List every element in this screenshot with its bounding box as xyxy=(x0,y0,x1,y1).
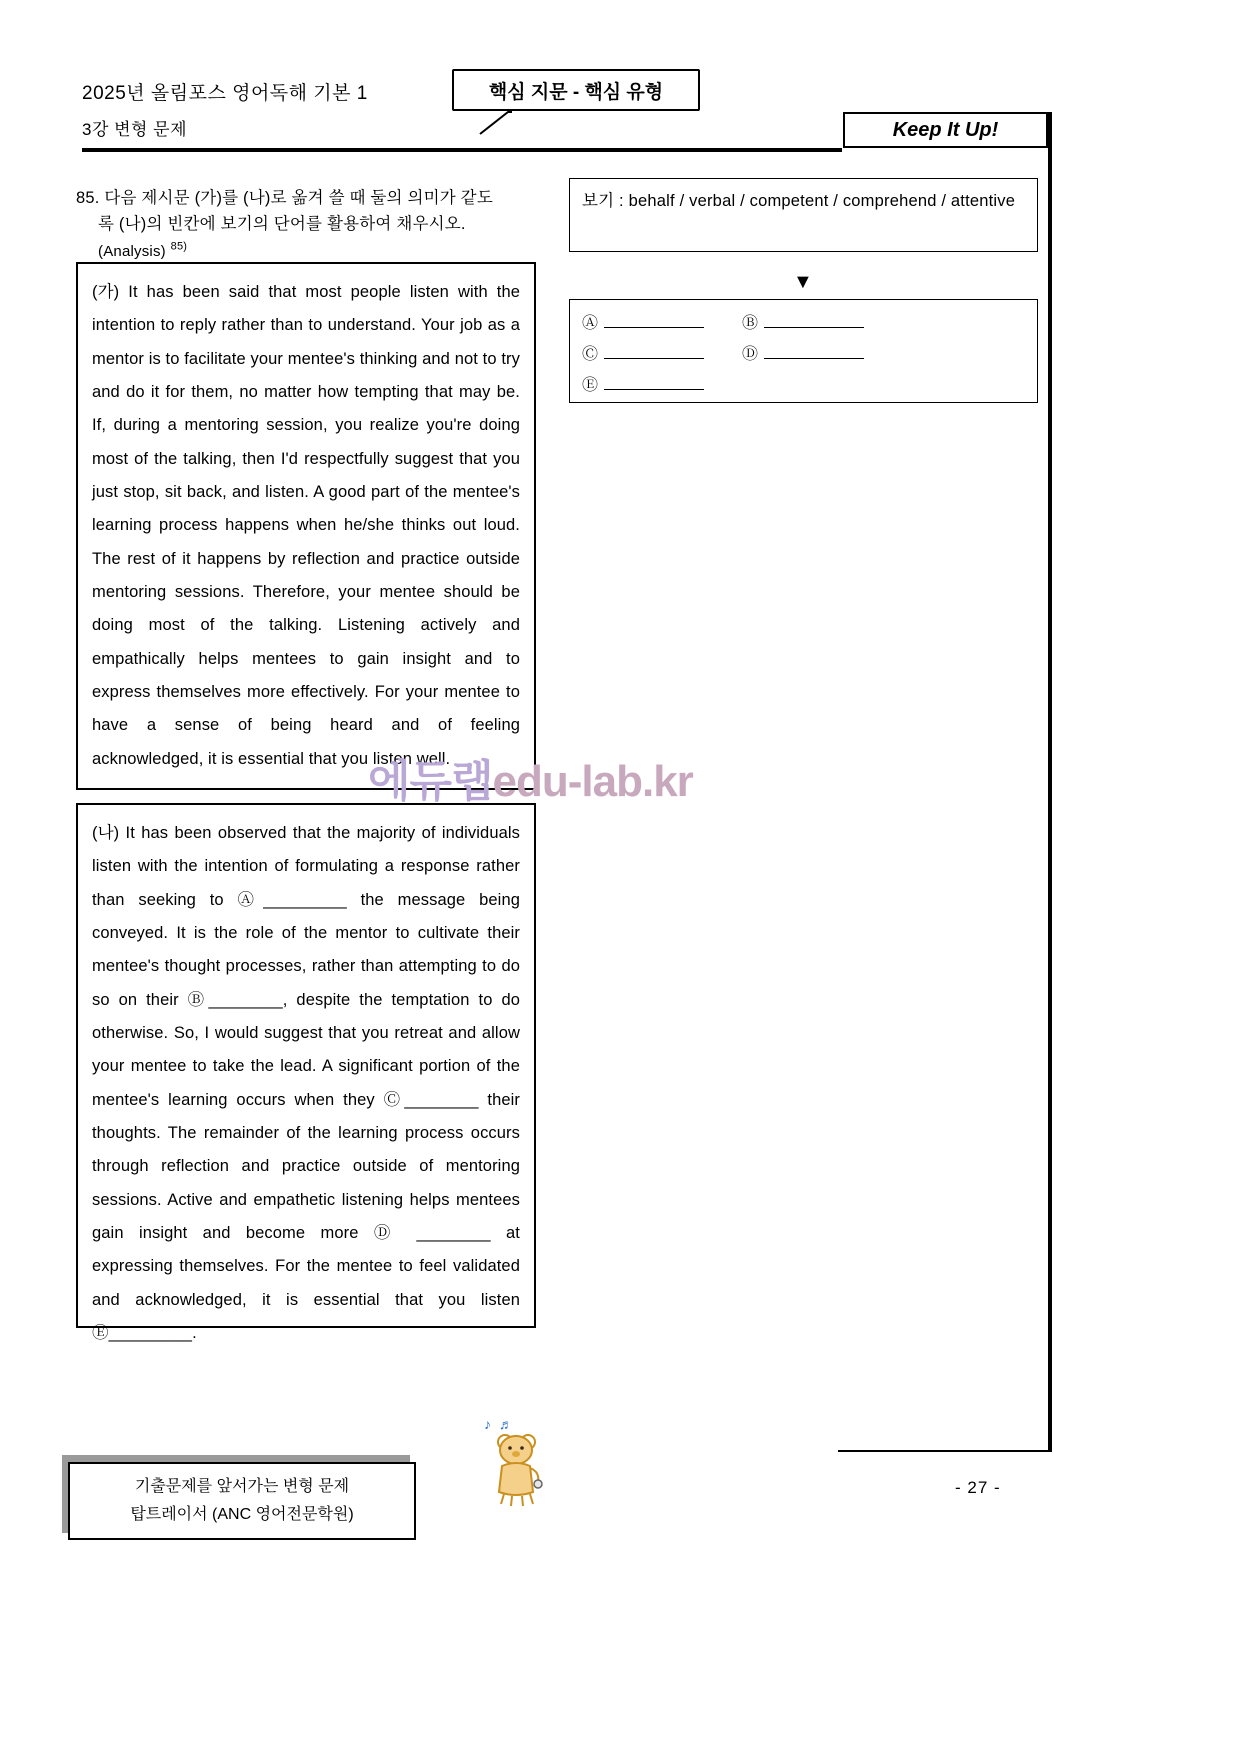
question-line-2: 록 (나)의 빈칸에 보기의 단어를 활용하여 채우시오. xyxy=(98,215,466,234)
answer-cell-d[interactable] xyxy=(742,341,902,364)
question-number: 85. xyxy=(76,189,100,207)
question-type-tag: (Analysis) xyxy=(98,242,166,260)
answer-cell-e[interactable] xyxy=(582,372,742,395)
question-stem xyxy=(76,185,546,264)
footer-line-2: 탑트레이서 (ANC 영어전문학원) xyxy=(130,1506,354,1523)
footer-box xyxy=(68,1462,416,1540)
answer-row xyxy=(582,341,1025,364)
footer-divider-right xyxy=(838,1450,1052,1452)
footer-line-1: 기출문제를 앞서가는 변형 문제 xyxy=(134,1478,350,1495)
answer-row xyxy=(582,372,1025,395)
music-notes-icon: ♪ ♬ xyxy=(484,1416,515,1432)
word-bank-words: behalf / verbal / competent / comprehend / attentive xyxy=(628,192,1016,210)
answer-blank-e[interactable] xyxy=(604,375,704,390)
watermark-english: edu-lab.kr xyxy=(492,757,693,806)
document-title: 2025년 올림포스 영어독해 기본 1 xyxy=(82,83,368,104)
answer-marker-e: Ⓔ xyxy=(582,377,599,394)
question-superscript: 85) xyxy=(170,240,188,253)
answer-cell-c[interactable] xyxy=(582,341,742,364)
watermark-korean: 에듀랩 xyxy=(368,757,493,806)
keep-it-up-badge: Keep It Up! xyxy=(843,112,1048,148)
passage-box-na xyxy=(76,803,536,1342)
vertical-divider-right xyxy=(1048,112,1052,1452)
page-number: - 27 - xyxy=(955,1478,1001,1497)
answer-cell-a[interactable] xyxy=(582,310,742,333)
answer-marker-a: Ⓐ xyxy=(582,315,599,332)
arrow-down-icon: ▼ xyxy=(793,271,813,293)
document-subtitle: 3강 변형 문제 xyxy=(82,120,188,139)
passage-ga-label: (가) xyxy=(92,283,120,301)
answer-blank-d[interactable] xyxy=(764,344,864,359)
callout-tail-icon xyxy=(478,110,518,136)
question-line-1: 다음 제시문 (가)를 (나)로 옮겨 쓸 때 둘의 의미가 같도 xyxy=(104,189,493,207)
word-bank-box xyxy=(569,178,1038,252)
word-bank-label: 보기 : xyxy=(582,192,624,210)
header-divider-left xyxy=(82,148,842,152)
answer-blank-b[interactable] xyxy=(764,313,864,328)
answer-cell-b[interactable] xyxy=(742,310,902,333)
passage-na-text: It has been observed that the majority of individuals listen with the intention of formulating a response rather than seeking to Ⓐ_________ the message being conveyed. It is the role of the mentor to cultivate their mentee's thought processes, rather than attempting to do so on their Ⓑ________, despite the temptation to do otherwise. So, I would suggest that you retreat and allow your mentee to take the lead. A significant portion of the mentee's learning occurs when they Ⓒ________ their thoughts. The remainder of the learning process occurs through reflection and practice outside of mentoring sessions. Active and empathetic listening helps mentees gain insight and become more Ⓓ ________ at expressing themselves. For the mentee to feel validated and acknowledged, it is essential that you listen Ⓔ_________. xyxy=(92,824,520,1342)
answer-marker-d: Ⓓ xyxy=(742,346,759,363)
passage-box-ga xyxy=(76,262,536,790)
answer-blank-a[interactable] xyxy=(604,313,704,328)
callout-banner: 핵심 지문 - 핵심 유형 xyxy=(452,69,700,111)
answer-marker-c: Ⓒ xyxy=(582,346,599,363)
bear-mascot-icon xyxy=(478,1420,558,1510)
answer-row xyxy=(582,310,1025,333)
answer-marker-b: Ⓑ xyxy=(742,315,759,332)
passage-na-label: (나) xyxy=(92,824,120,842)
answer-blank-c[interactable] xyxy=(604,344,704,359)
answer-box xyxy=(569,299,1038,403)
passage-ga-text: It has been said that most people listen with the intention to reply rather than to understand. Your job as a mentor is to facilitate your mentee's thinking and not to try and do it for them, no matter how tempting that may be. If, during a mentoring session, you realize you're doing most of the talking, then I'd respectfully suggest that you just stop, sit back, and listen. A good part of the mentee's learning process happens when he/she thinks out loud. The rest of it happens by reflection and practice outside mentoring sessions. Therefore, your mentee should be doing most of the talking. Listening actively and empathically helps mentees to gain insight and to express themselves more effectively. For your mentee to have a sense of being heard and of feeling acknowledged, it is essential that you listen well. xyxy=(92,283,520,768)
